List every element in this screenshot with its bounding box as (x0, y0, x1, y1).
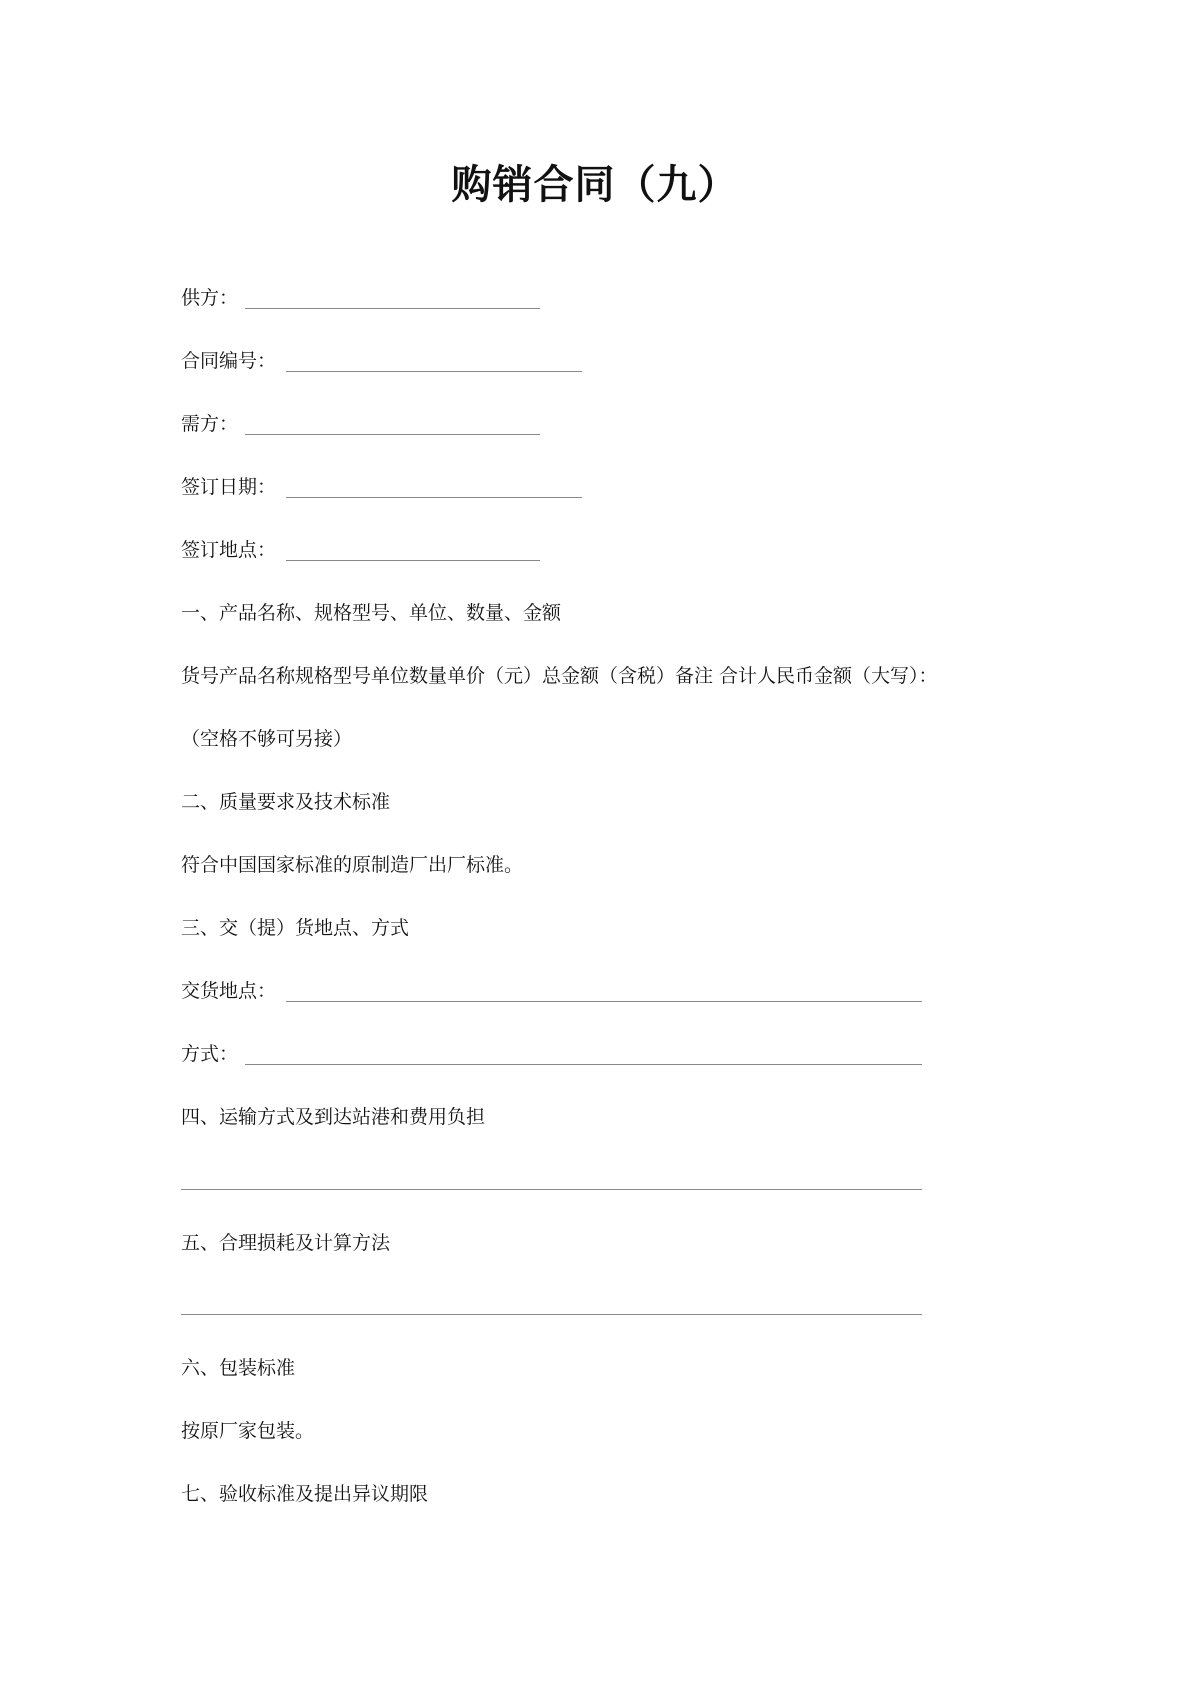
section-2-heading: 二、质量要求及技术标准 (181, 791, 391, 813)
contract-no-field[interactable] (286, 371, 582, 372)
sign-date-field[interactable] (286, 497, 582, 498)
section-4-field[interactable] (181, 1189, 922, 1190)
delivery-method-label: 方式： (181, 1043, 239, 1065)
section-5-heading: 五、合理损耗及计算方法 (181, 1232, 391, 1254)
section-3-heading: 三、交（提）货地点、方式 (181, 917, 410, 939)
document-title: 购销合同（九） (451, 162, 739, 208)
supplier-label: 供方： (181, 287, 239, 309)
section-1-table-header: 货号产品名称规格型号单位数量单价（元）总金额（含税）备注 合计人民币金额（大写）： (181, 665, 938, 687)
delivery-place-field[interactable] (286, 1001, 922, 1002)
sign-place-field[interactable] (286, 560, 540, 561)
contract-no-label: 合同编号： (181, 350, 277, 372)
section-6-heading: 六、包装标准 (181, 1357, 296, 1379)
buyer-field[interactable] (245, 434, 540, 435)
section-1-heading: 一、产品名称、规格型号、单位、数量、金额 (181, 602, 562, 624)
delivery-place-label: 交货地点： (181, 980, 277, 1002)
buyer-label: 需方： (181, 413, 239, 435)
section-2-body: 符合中国国家标准的原制造厂出厂标准。 (181, 854, 524, 876)
delivery-method-field[interactable] (245, 1064, 922, 1065)
supplier-field[interactable] (245, 308, 540, 309)
section-6-body: 按原厂家包装。 (181, 1420, 315, 1442)
sign-date-label: 签订日期： (181, 476, 277, 498)
section-7-heading: 七、验收标准及提出异议期限 (181, 1483, 429, 1505)
section-1-note: （空格不够可另接） (181, 728, 353, 750)
sign-place-label: 签订地点： (181, 539, 277, 561)
section-4-heading: 四、运输方式及到达站港和费用负担 (181, 1106, 486, 1128)
section-5-field[interactable] (181, 1314, 922, 1315)
